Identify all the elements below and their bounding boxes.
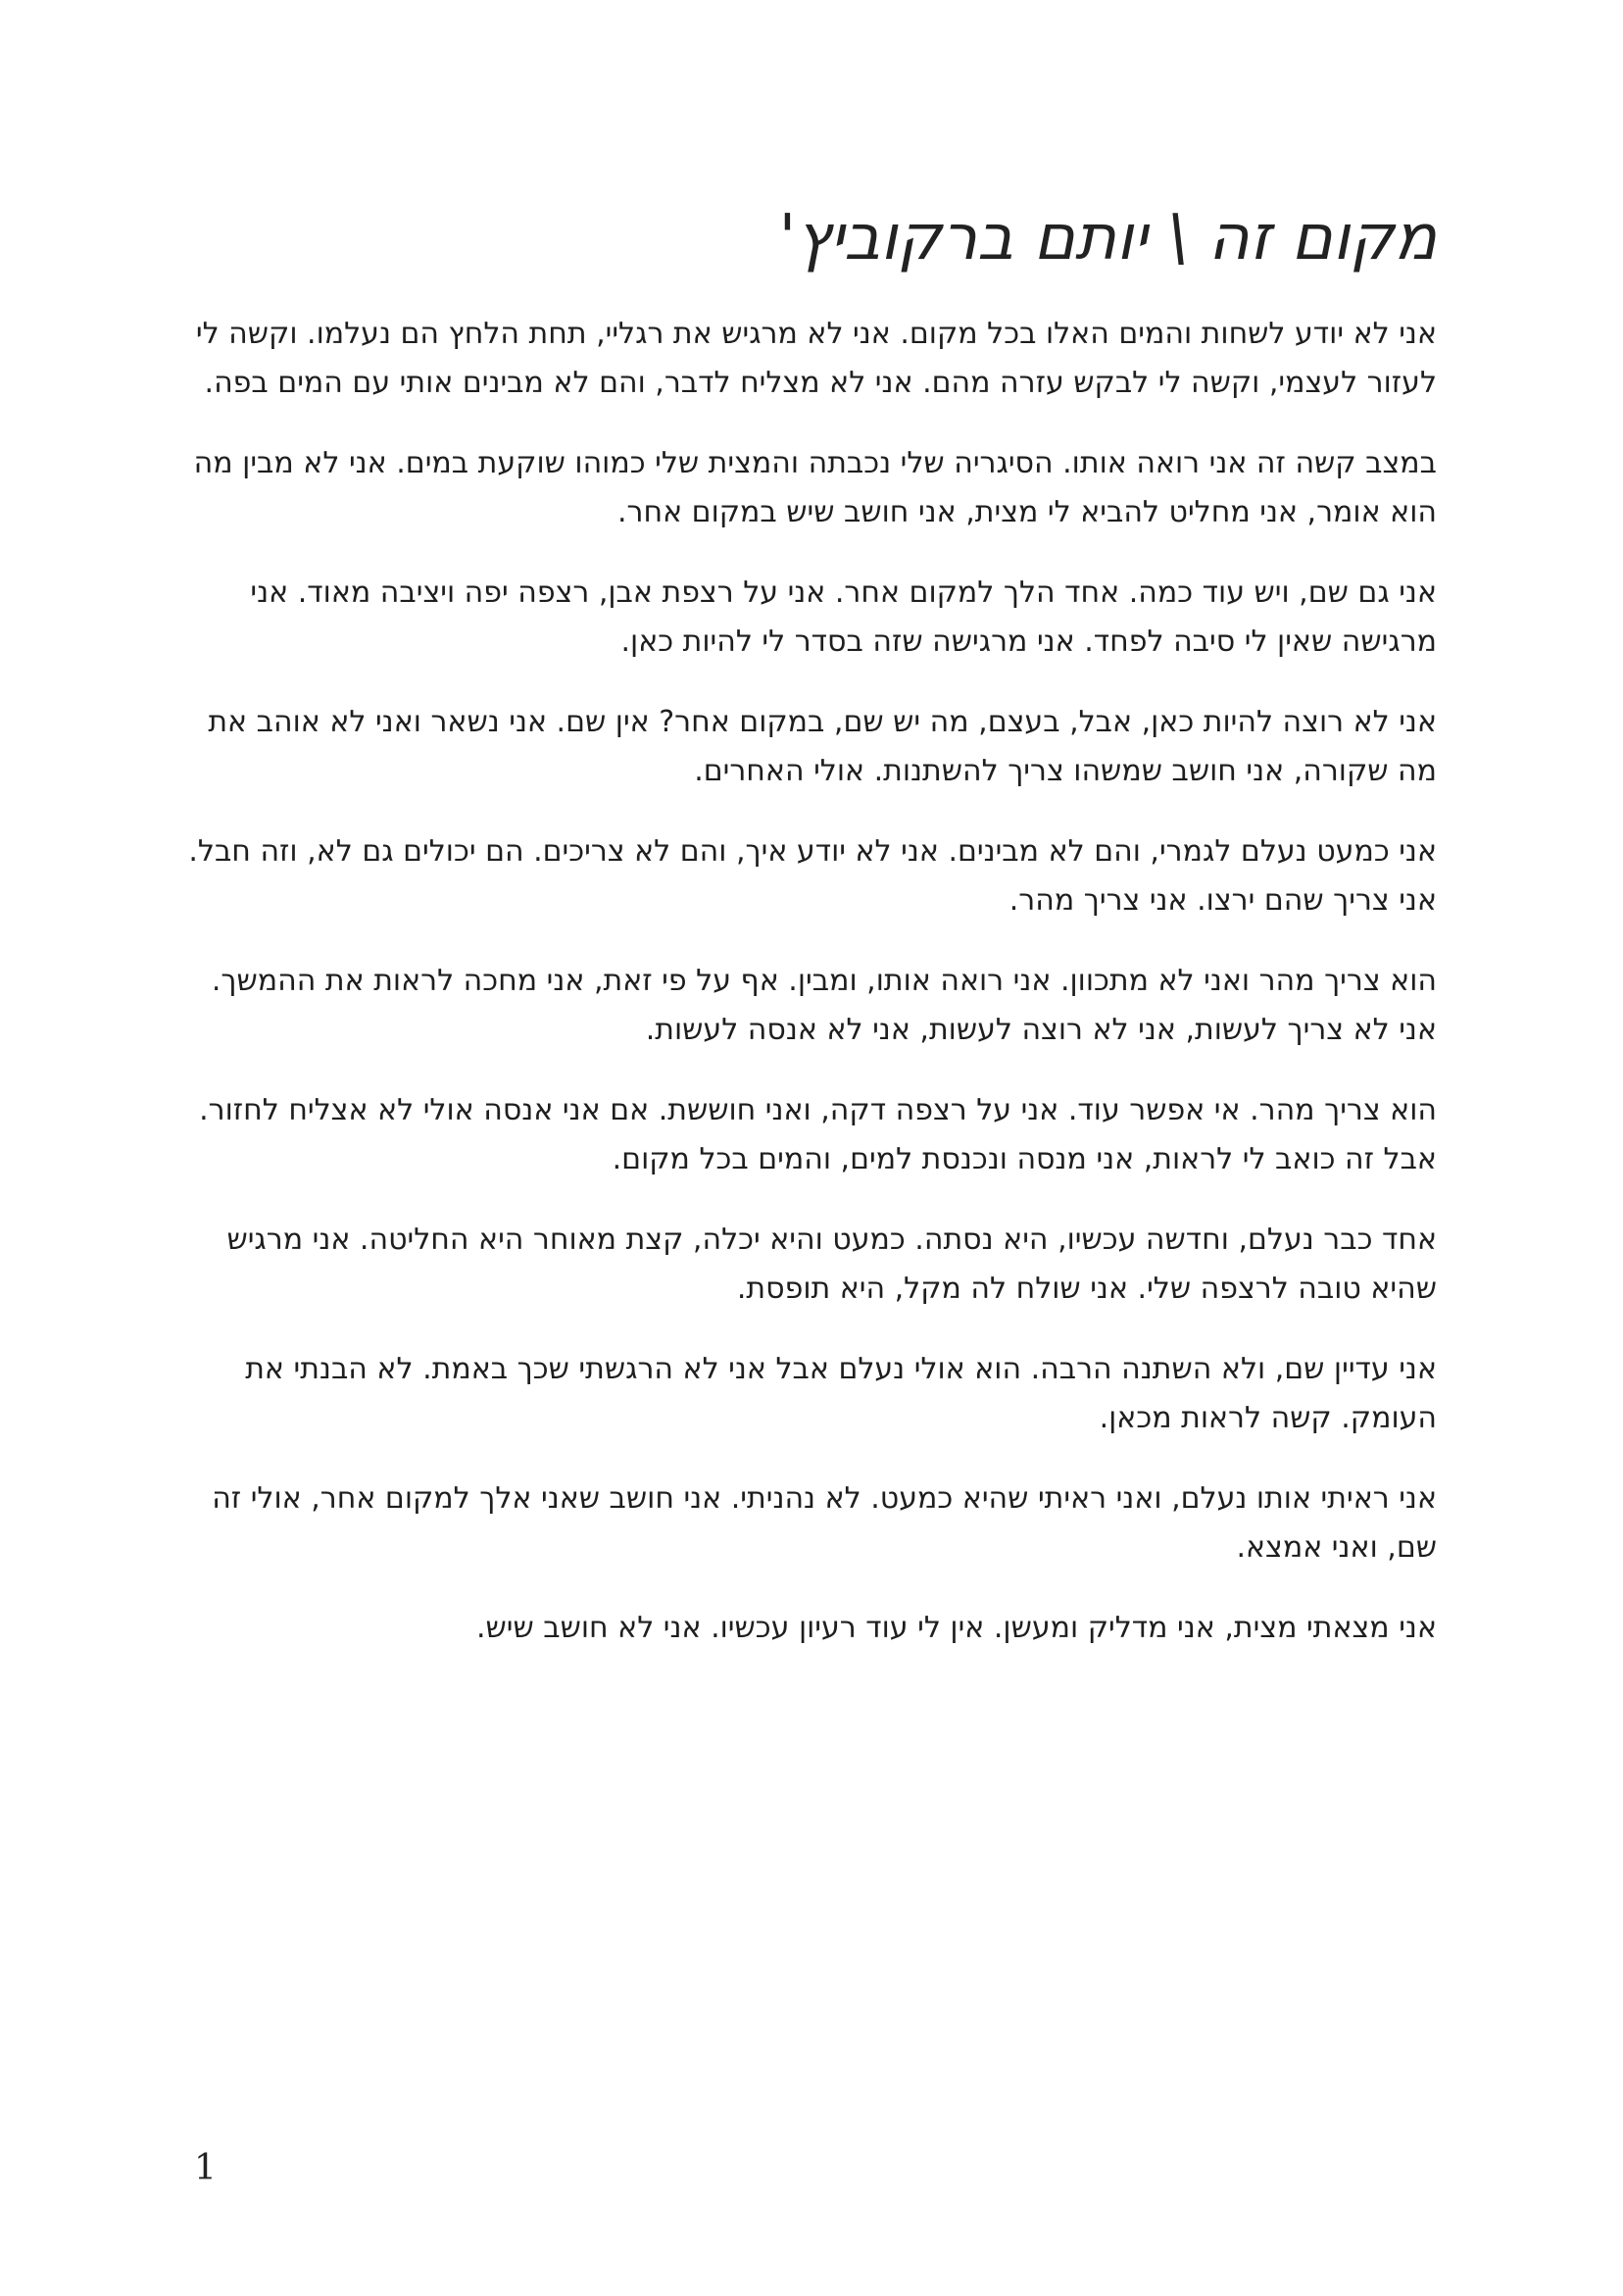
- paragraph: אני כמעט נעלם לגמרי, והם לא מבינים. אני לא יודע איך, והם לא צריכים. הם יכולים גם לא, וזה חבל. אני צריך שהם ירצו. אני צריך מהר.: [188, 834, 1437, 918]
- document-body: [182, 194, 1437, 1684]
- paragraph: הוא צריך מהר ואני לא מתכוון. אני רואה אותו, ומבין. אף על פי זאת, אני מחכה לראות את ההמשך. אני לא צריך לעשות, אני לא רוצה לעשות, אני לא אנסה לעשות.: [211, 964, 1437, 1047]
- paragraph: אחד כבר נעלם, וחדשה עכשיו, היא נסתה. כמעט והיא יכלה, קצת מאוחר היא החליטה. אני מרגיש שהיא טובה לרצפה שלי. אני שולח לה מקל, היא תופסת.: [226, 1223, 1437, 1306]
- paragraph: אני מצאתי מצית, אני מדליק ומעשן. אין לי עוד רעיון עכשיו. אני לא חושב שיש.: [475, 1611, 1437, 1645]
- paragraph: אני גם שם, ויש עוד כמה. אחד הלך למקום אחר. אני על רצפת אבן, רצפה יפה ויציבה מאוד. אני מרגישה שאין לי סיבה לפחד. אני מרגישה שזה בסדר לי להיות כאן.: [250, 575, 1437, 659]
- paragraph: במצב קשה זה אני רואה אותו. הסיגריה שלי נכבתה והמצית שלי כמוהו שוקעת במים. אני לא מבין מה הוא אומר, אני מחליט להביא לי מצית, אני חושב שיש במקום אחר.: [193, 446, 1437, 529]
- paragraph: אני לא יודע לשחות והמים האלו בכל מקום. אני לא מרגיש את רגליי, תחת הלחץ הם נעלמו. וקשה לי לעזור לעצמי, וקשה לי לבקש עזרה מהם. אני לא מצליח לדבר, והם לא מבינים אותי עם המים בפה.: [195, 317, 1437, 400]
- paragraph: אני ראיתי אותו נעלם, ואני ראיתי שהיא כמעט. לא נהניתי. אני חושב שאני אלך למקום אחר, אולי זה שם, ואני אמצא.: [212, 1481, 1437, 1565]
- paragraph: אני עדיין שם, ולא השתנה הרבה. הוא אולי נעלם אבל אני לא הרגשתי שכך באמת. לא הבנתי את העומק. קשה לראות מכאן.: [245, 1352, 1437, 1435]
- paragraph: אני לא רוצה להיות כאן, אבל, בעצם, מה יש שם, במקום אחר? אין שם. אני נשאר ואני לא אוהב את מה שקורה, אני חושב שמשהו צריך להשתנות. אולי האחרים.: [208, 705, 1437, 788]
- paragraph: הוא צריך מהר. אי אפשר עוד. אני על רצפה דקה, ואני חוששת. אם אני אנסה אולי לא אצליח לחזור. אבל זה כואב לי לראות, אני מנסה ונכנסת למים, והמים בכל מקום.: [199, 1093, 1437, 1176]
- document-title: מקום זה \ יותם ברקוביץ': [778, 202, 1437, 275]
- page-number: 1: [194, 2148, 217, 2188]
